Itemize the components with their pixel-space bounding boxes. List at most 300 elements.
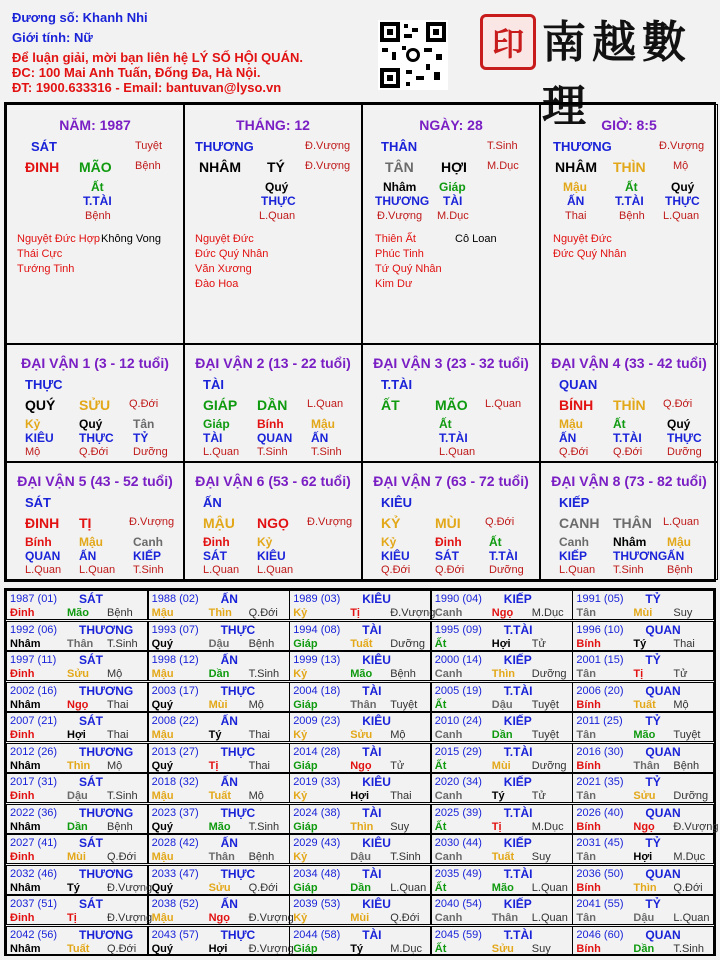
- year-can: Ất: [434, 881, 447, 894]
- year-cell[interactable]: [289, 590, 436, 620]
- hidden-god: THỰC: [665, 194, 700, 208]
- year-can: Kỷ: [293, 729, 308, 741]
- year-stage: Tuyệt: [673, 729, 701, 741]
- year-cell[interactable]: [431, 834, 573, 864]
- dai-van-chi-stage: Đ.Vượng: [307, 516, 353, 528]
- year-can: Tân: [576, 668, 596, 680]
- year-cell[interactable]: [572, 712, 714, 742]
- year-can: Mậu: [151, 607, 174, 619]
- year-cell[interactable]: [289, 834, 431, 864]
- dai-van-god: ẤN: [203, 495, 222, 510]
- year-god: QUAN: [645, 744, 681, 759]
- year-label: 2015 (29): [434, 745, 482, 758]
- phone-line[interactable]: ĐT: 1900.633316 - Email: bantuvan@lyso.vn: [12, 80, 282, 95]
- year-label: 1999 (13): [293, 654, 341, 666]
- year-cell[interactable]: [572, 743, 714, 773]
- hidden-god: THỰC: [261, 194, 296, 208]
- year-chi: Tý: [350, 942, 364, 955]
- year-cell[interactable]: [148, 926, 294, 956]
- dai-van-cell[interactable]: [540, 462, 718, 580]
- dai-van-hidden-god: T.TÀI: [613, 431, 642, 445]
- dai-van-hidden-stage: L.Quan: [559, 564, 596, 576]
- star-item: Kim Dư: [375, 278, 413, 290]
- year-label: 2013 (27): [151, 745, 199, 758]
- pillar-title: NGÀY: 28: [419, 117, 483, 133]
- dai-van-hidden-stage: Q.Đới: [435, 564, 465, 576]
- year-god: TỶ: [645, 714, 661, 728]
- year-cell[interactable]: [572, 682, 714, 712]
- year-label: 2038 (52): [151, 898, 199, 910]
- year-stage: Suy: [531, 942, 551, 955]
- year-chi: Dậu: [208, 637, 230, 650]
- dai-van-can: ĐINH: [25, 515, 60, 531]
- year-cell[interactable]: [572, 590, 714, 620]
- year-stage: Dưỡng: [531, 668, 567, 680]
- year-god: THỰC: [220, 622, 256, 637]
- year-cell[interactable]: [148, 743, 290, 773]
- year-cell[interactable]: [6, 804, 148, 834]
- star-item: Đào Hoa: [195, 278, 239, 290]
- year-can: Bính: [576, 637, 601, 650]
- year-cell[interactable]: [289, 651, 431, 681]
- year-cell[interactable]: [148, 865, 290, 895]
- year-cell[interactable]: [6, 865, 153, 895]
- year-label: 2030 (44): [434, 837, 482, 849]
- pillar-hour: [540, 104, 718, 344]
- year-stage: Tử: [390, 759, 405, 772]
- year-cell[interactable]: [289, 712, 431, 742]
- year-can: Bính: [576, 942, 601, 955]
- year-label: 2044 (58): [293, 928, 341, 941]
- dai-van-chi-stage: L.Quan: [307, 398, 344, 410]
- dai-van-hidden-can: Mậu: [79, 535, 103, 549]
- year-label: 2035 (49): [434, 867, 482, 880]
- hidden-god: TÀI: [443, 194, 463, 208]
- year-label: 2008 (22): [151, 715, 199, 727]
- year-label: 2045 (59): [434, 928, 482, 941]
- dai-van-hidden-god: THỰC: [79, 431, 114, 445]
- year-chi: Thìn: [208, 607, 232, 619]
- year-stage: Bệnh: [107, 820, 133, 833]
- year-god: SÁT: [79, 897, 103, 911]
- year-god: KIẾP: [503, 897, 532, 911]
- hidden-god: ẤN: [567, 194, 585, 208]
- dai-van-chi: TỊ: [79, 515, 92, 531]
- dai-van-cell[interactable]: [362, 462, 540, 580]
- year-stage: Tuyệt: [531, 729, 559, 741]
- dai-van-title: ĐẠI VẬN 6 (53 - 62 tuổi): [195, 473, 351, 489]
- year-label: 2022 (36): [10, 806, 58, 819]
- year-label: 2014 (28): [293, 745, 341, 758]
- year-can: Nhâm: [10, 942, 41, 955]
- year-label: 2020 (34): [434, 776, 482, 788]
- year-stage: T.Sinh: [248, 820, 280, 833]
- dai-van-chi-stage: Q.Đới: [663, 398, 693, 410]
- year-cell[interactable]: [6, 834, 148, 864]
- year-cell[interactable]: [6, 590, 148, 620]
- year-cell[interactable]: [148, 590, 290, 620]
- dai-van-hidden-stage: T.Sinh: [613, 564, 644, 576]
- year-cell[interactable]: [431, 651, 573, 681]
- year-can: Ất: [434, 942, 447, 955]
- brand-logo: 南越數理: [542, 17, 692, 132]
- year-chi: Hợi: [67, 729, 86, 741]
- year-stage: Đ.Vượng: [390, 607, 436, 619]
- year-label: 2016 (30): [576, 745, 624, 758]
- hidden-stage: Bệnh: [619, 210, 645, 222]
- dai-van-cell[interactable]: [184, 462, 362, 580]
- year-stage: Đ.Vượng: [107, 881, 153, 894]
- pillar-title: THÁNG: 12: [236, 117, 310, 133]
- star-item: Đức Quý Nhân: [553, 248, 627, 260]
- year-cell[interactable]: [6, 926, 148, 956]
- dai-van-hidden-stage: Dưỡng: [667, 446, 702, 458]
- dai-van-hidden-stage: Dưỡng: [489, 564, 524, 576]
- year-cell[interactable]: [148, 834, 290, 864]
- year-stage: T.Sinh: [673, 942, 704, 955]
- year-chi: Tý: [633, 637, 647, 650]
- year-god: TÀI: [362, 927, 382, 942]
- year-stage: Thai: [248, 759, 270, 772]
- year-cell[interactable]: [431, 743, 573, 773]
- year-stage: Bệnh: [107, 607, 133, 619]
- dai-van-hidden-stage: L.Quan: [79, 564, 116, 576]
- year-chi: Tuất: [208, 790, 231, 802]
- year-cell[interactable]: [148, 773, 290, 803]
- dai-van-hidden-can: Kỷ: [381, 535, 397, 549]
- year-cell[interactable]: [6, 773, 148, 803]
- year-label: 1991 (05): [576, 593, 624, 605]
- year-chi: Tuất: [350, 637, 373, 650]
- year-label: 2012 (26): [10, 745, 58, 758]
- dai-van-title: ĐẠI VẬN 4 (33 - 42 tuổi): [551, 355, 707, 371]
- year-cell[interactable]: [148, 682, 290, 712]
- name-line: Đương số: Khanh Nhi: [12, 10, 148, 25]
- year-can: Nhâm: [10, 820, 41, 833]
- year-chi: Mão: [491, 881, 514, 894]
- year-cell[interactable]: [289, 804, 431, 834]
- year-god: TÀI: [362, 683, 382, 698]
- year-label: 2036 (50): [576, 867, 624, 880]
- pillar-chi-stage: M.Dục: [487, 160, 519, 172]
- year-chi: Dậu: [633, 912, 655, 924]
- dai-van-title: ĐẠI VẬN 1 (3 - 12 tuổi): [21, 355, 169, 371]
- hidden-stage: L.Quan: [663, 210, 700, 222]
- dai-van-cell[interactable]: [184, 344, 362, 462]
- pillar-god-stage: T.Sinh: [487, 140, 518, 152]
- year-cell[interactable]: [6, 895, 153, 925]
- year-cell[interactable]: [572, 651, 714, 681]
- year-label: 2001 (15): [576, 654, 624, 666]
- year-cell[interactable]: [148, 712, 290, 742]
- year-cell[interactable]: [431, 712, 573, 742]
- year-label: 2003 (17): [151, 684, 199, 697]
- pillar-god: THƯƠNG: [195, 139, 254, 154]
- year-god: ẤN: [220, 653, 238, 667]
- year-god: TỶ: [645, 775, 661, 789]
- year-cell[interactable]: [572, 804, 719, 834]
- dai-van-hidden-god: ẤN: [311, 431, 329, 445]
- year-cell[interactable]: [431, 773, 573, 803]
- year-cell[interactable]: [431, 804, 573, 834]
- dai-van-hidden-god: TỶ: [133, 431, 149, 445]
- star-item: Thái Cực: [17, 248, 63, 260]
- dai-van-hidden-can: Kỷ: [25, 417, 41, 431]
- year-label: 2000 (14): [434, 654, 482, 666]
- year-cell[interactable]: [572, 621, 714, 651]
- year-label: 2034 (48): [293, 867, 341, 880]
- year-god: KIẾP: [503, 775, 532, 789]
- year-can: Ất: [434, 759, 447, 772]
- dai-van-can: BÍNH: [559, 397, 594, 413]
- year-can: Canh: [434, 729, 463, 741]
- year-can: Quý: [151, 942, 173, 955]
- year-god: TỶ: [645, 653, 661, 667]
- year-cell[interactable]: [6, 682, 148, 712]
- year-cell[interactable]: [148, 621, 290, 651]
- year-label: 1989 (03): [293, 593, 341, 605]
- dai-van-chi: MÙI: [435, 515, 461, 531]
- year-chi: Hợi: [633, 851, 653, 863]
- pillar-can: TÂN: [385, 159, 414, 175]
- dai-van-hidden-god: QUAN: [257, 431, 293, 445]
- year-can: Ất: [434, 698, 447, 711]
- pillar-chi: THÌN: [613, 159, 646, 175]
- year-can: Quý: [151, 637, 173, 650]
- year-label: 2046 (60): [576, 928, 624, 941]
- dai-van-chi: SỬU: [79, 397, 111, 413]
- year-cell[interactable]: [148, 804, 290, 834]
- year-cell[interactable]: [431, 621, 573, 651]
- year-cell[interactable]: [6, 621, 148, 651]
- year-chi: Dần: [633, 942, 655, 955]
- year-label: 2019 (33): [293, 776, 341, 788]
- hidden-can: Ất: [625, 180, 638, 194]
- year-god: KIẾP: [503, 592, 532, 606]
- year-can: Đinh: [10, 607, 35, 619]
- hidden-stage: Đ.Vượng: [377, 210, 423, 222]
- year-label: 2021 (35): [576, 776, 624, 788]
- hidden-stage: M.Dục: [437, 210, 469, 222]
- year-stage: Bệnh: [673, 759, 700, 772]
- dai-van-cell[interactable]: [362, 344, 540, 462]
- seal-stamp: 印: [480, 14, 536, 70]
- address-line: ĐC: 100 Mai Anh Tuấn, Đống Đa, Hà Nội.: [12, 65, 261, 80]
- year-cell[interactable]: [572, 895, 714, 925]
- year-chi: Mão: [633, 729, 656, 741]
- year-can: Bính: [576, 881, 601, 894]
- year-can: Kỷ: [293, 912, 308, 924]
- dai-van-chi: NGỌ: [257, 515, 289, 531]
- year-god: TỶ: [645, 897, 661, 911]
- pillar-god-stage: Đ.Vượng: [305, 140, 351, 152]
- dai-van-hidden-stage: Q.Đới: [381, 564, 411, 576]
- year-cell[interactable]: [289, 926, 431, 956]
- dai-van-god: KIẾP: [559, 495, 590, 510]
- year-god: KIÊU: [362, 592, 391, 606]
- year-label: 2024 (38): [293, 806, 341, 819]
- year-cell[interactable]: [6, 743, 148, 773]
- year-stage: Q.Đới: [107, 851, 137, 863]
- year-stage: T.Sinh: [107, 637, 138, 650]
- dai-van-hidden-stage: L.Quan: [203, 446, 240, 458]
- year-label: 2011 (25): [576, 715, 623, 727]
- year-god: TỶ: [645, 836, 661, 850]
- dai-van-title: ĐẠI VẬN 2 (13 - 22 tuổi): [195, 355, 351, 371]
- dai-van-hidden-stage: L.Quan: [203, 564, 240, 576]
- year-chi: Thân: [67, 637, 94, 650]
- dai-van-hidden-god: T.TÀI: [439, 431, 468, 445]
- dai-van-chi: DẦN: [257, 397, 288, 413]
- star-item: Phúc Tinh: [375, 248, 424, 260]
- dai-van-hidden-can: Quý: [667, 417, 691, 431]
- year-cell[interactable]: [431, 865, 573, 895]
- year-can: Canh: [434, 851, 463, 863]
- year-cell[interactable]: [572, 926, 714, 956]
- dai-van-hidden-god: T.TÀI: [489, 549, 518, 563]
- year-cell[interactable]: [6, 712, 148, 742]
- dai-van-hidden-stage: Q.Đới: [79, 446, 109, 458]
- year-can: Đinh: [10, 668, 35, 680]
- year-label: 2026 (40): [576, 806, 624, 819]
- year-can: Đinh: [10, 912, 35, 924]
- year-label: 1997 (11): [10, 654, 57, 666]
- year-stage: L.Quan: [531, 881, 568, 894]
- dai-van-god: TÀI: [203, 377, 224, 392]
- dai-van-god: T.TÀI: [381, 377, 413, 392]
- year-chi: Dậu: [67, 790, 88, 802]
- year-stage: Thai: [107, 698, 129, 711]
- year-cell[interactable]: [431, 895, 573, 925]
- year-label: 2017 (31): [10, 776, 58, 788]
- contact-line: Để luận giải, mời bạn liên hệ LÝ SỐ HỘI QUÁN.: [12, 50, 303, 65]
- dai-van-can: CANH: [559, 515, 600, 531]
- year-stage: T.Sinh: [248, 668, 280, 680]
- year-god: QUAN: [645, 805, 681, 820]
- year-cell[interactable]: [289, 773, 431, 803]
- year-god: KIÊU: [362, 714, 391, 728]
- year-chi: Dần: [67, 820, 88, 833]
- year-can: Tân: [576, 729, 596, 741]
- year-cell[interactable]: [289, 621, 431, 651]
- pillar-god: THƯƠNG: [553, 139, 612, 154]
- year-cell[interactable]: [431, 590, 573, 620]
- year-cell[interactable]: [572, 773, 714, 803]
- year-label: 2028 (42): [151, 837, 199, 849]
- year-cell[interactable]: [289, 743, 431, 773]
- dai-van-hidden-stage: L.Quan: [439, 446, 476, 458]
- year-cell[interactable]: [289, 682, 431, 712]
- year-label: 2018 (32): [151, 776, 199, 788]
- year-god: QUAN: [645, 927, 681, 942]
- dai-van-hidden-god: ẤN: [79, 549, 97, 563]
- dai-van-hidden-can: Mậu: [311, 417, 335, 431]
- year-cell[interactable]: [431, 926, 573, 956]
- year-chi: Tuất: [491, 851, 515, 863]
- star-item: Nguyệt Đức: [553, 233, 612, 245]
- pillar-year: [6, 104, 184, 344]
- year-cell[interactable]: [572, 865, 714, 895]
- year-stage: Thai: [107, 729, 129, 741]
- star-item: Tướng Tinh: [17, 263, 75, 275]
- year-label: 2004 (18): [293, 684, 341, 697]
- year-stage: Suy: [673, 607, 693, 619]
- dai-van-chi-stage: L.Quan: [663, 516, 700, 528]
- year-god: ẤN: [220, 836, 238, 850]
- year-stage: T.Sinh: [390, 851, 421, 863]
- hidden-god: THƯƠNG: [375, 194, 430, 208]
- year-can: Đinh: [10, 790, 35, 802]
- star-item: Nguyệt Đức: [195, 233, 254, 245]
- dai-van-cell[interactable]: [6, 462, 184, 580]
- dai-van-hidden-god: KIẾP: [133, 549, 162, 563]
- dai-van-hidden-can: Đinh: [435, 535, 462, 549]
- year-god: ẤN: [220, 592, 238, 606]
- year-chi: Mùi: [67, 851, 86, 863]
- chart-grid: [4, 102, 716, 582]
- year-god: QUAN: [645, 683, 681, 698]
- year-cell[interactable]: [289, 865, 431, 895]
- year-stage: Bệnh: [390, 668, 416, 680]
- year-stage: Dưỡng: [673, 790, 709, 802]
- year-cell[interactable]: [289, 895, 431, 925]
- year-label: 2027 (41): [10, 837, 58, 849]
- year-stage: T.Sinh: [107, 790, 138, 802]
- year-chi: Tị: [67, 912, 77, 924]
- qr-code-icon[interactable]: [378, 20, 448, 90]
- year-stage: Đ.Vượng: [673, 820, 719, 833]
- year-can: Canh: [434, 668, 463, 680]
- year-stage: Q.Đới: [673, 881, 703, 894]
- dai-van-hidden-can: Nhâm: [613, 535, 647, 549]
- year-god: ẤN: [220, 714, 238, 728]
- year-cell[interactable]: [431, 682, 573, 712]
- year-god: SÁT: [79, 775, 103, 789]
- dai-van-hidden-god: SÁT: [435, 549, 459, 563]
- hidden-god: T.TÀI: [83, 194, 112, 208]
- year-stage: Dưỡng: [531, 759, 567, 772]
- year-cell[interactable]: [148, 651, 290, 681]
- year-can: Canh: [434, 912, 463, 924]
- year-label: 2043 (57): [151, 928, 199, 941]
- year-stage: Đ.Vượng: [248, 912, 294, 924]
- year-cell[interactable]: [572, 834, 714, 864]
- year-chi: Tý: [208, 729, 222, 741]
- dai-van-hidden-god: THƯƠNG: [613, 549, 668, 563]
- dai-van-can: GIÁP: [203, 397, 238, 413]
- year-cell[interactable]: [6, 651, 148, 681]
- year-can: Đinh: [10, 729, 35, 741]
- year-can: Giáp: [293, 820, 318, 833]
- year-stage: Tuyệt: [531, 698, 559, 711]
- year-stage: M.Dục: [531, 607, 564, 619]
- year-god: TÀI: [362, 744, 382, 759]
- dai-van-cell[interactable]: [6, 344, 184, 462]
- year-can: Mậu: [151, 790, 174, 802]
- dai-van-cell[interactable]: [540, 344, 718, 462]
- year-stage: Tử: [531, 637, 546, 650]
- year-chi: Mão: [350, 668, 373, 680]
- dai-van-hidden-stage: T.Sinh: [257, 446, 288, 458]
- year-label: 1996 (10): [576, 623, 624, 636]
- dai-van-title: ĐẠI VẬN 5 (43 - 52 tuổi): [17, 473, 173, 489]
- pillar-chi: HỢI: [441, 159, 467, 175]
- year-can: Giáp: [293, 881, 318, 894]
- year-cell[interactable]: [148, 895, 294, 925]
- year-stage: Đ.Vượng: [248, 942, 294, 955]
- year-can: Canh: [434, 607, 463, 619]
- year-stage: Tuyệt: [390, 698, 418, 711]
